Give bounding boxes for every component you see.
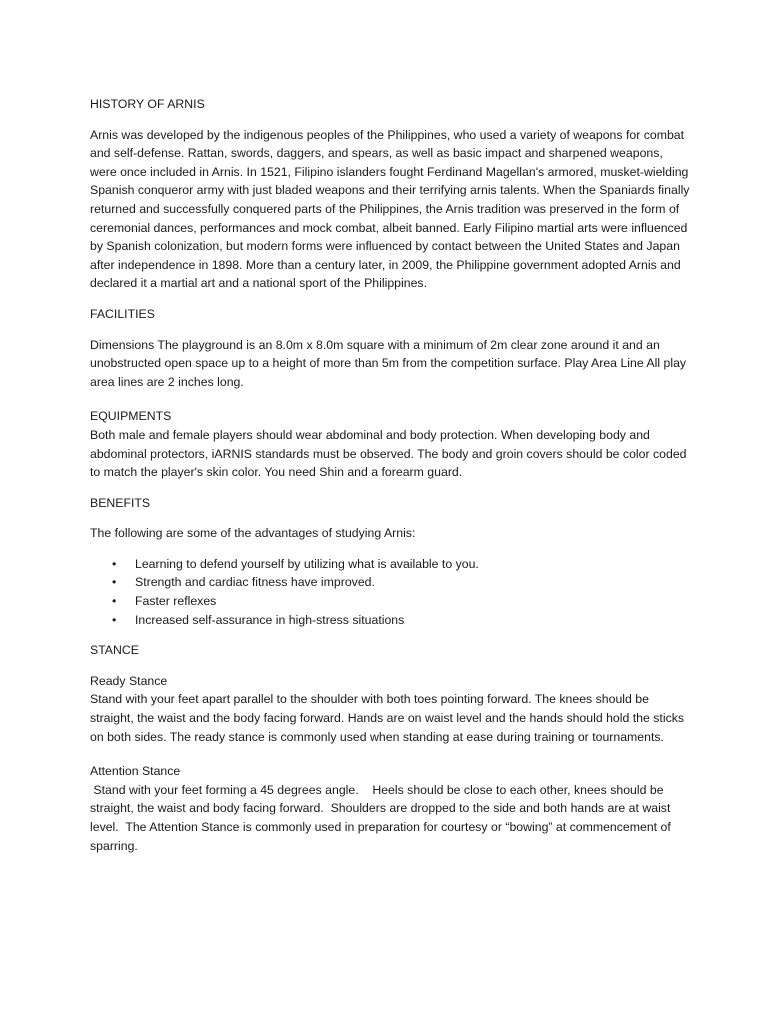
ready-stance-paragraph: Stand with your feet apart parallel to the shoulder with both toes pointing forward. The knees should be straight, the waist and the body facing forward. Hands are on waist level and the hands should hold the sticks on both sides. The ready stance is commonly used when standing at ease during training or tournaments.: [90, 692, 685, 744]
list-item: [90, 555, 690, 574]
ready-stance-title: Ready Stance: [90, 673, 168, 688]
bullet-icon: •: [112, 575, 117, 590]
list-item-text: Increased self-assurance in high-stress situations: [135, 612, 405, 627]
list-item-text: Strength and cardiac fitness have improved.: [135, 575, 375, 590]
benefits-intro: The following are some of the advantages of studying Arnis:: [90, 526, 416, 541]
list-item-text: Learning to defend yourself by utilizing what is available to you.: [135, 556, 479, 571]
list-item-text: Faster reflexes: [135, 594, 217, 609]
history-paragraph: Arnis was developed by the indigenous peoples of the Philippines, who used a variety of weapons for combat and self-defense. Rattan, swords, daggers, and spears, as well as basic impact and sharpened weapons, were once included in Arnis. In 1521, Filipino islanders fought Ferdinand Magellan's armored, musket-wielding Spanish conqueror army with just bladed weapons and their terrifying arnis talents. When the Spaniards finally returned and successfully conquered parts of the Philippines, the Arnis tradition was preserved in the form of ceremonial dances, performances and mock combat, albeit banned. Early Filipino martial arts were influenced by Spanish colonization, but modern forms were influenced by contact between the United States and Japan after independence in 1898. More than a century later, in 2009, the Philippine government adopted Arnis and declared it a martial art and a national sport of the Philippines.: [90, 127, 690, 291]
bullet-icon: •: [112, 556, 117, 571]
facilities-paragraph: Dimensions The playground is an 8.0m x 8.0m square with a minimum of 2m clear zone around it and an unobstructed open space up to a height of more than 5m from the competition surface. Play Area Line All play area lines are 2 inches long.: [90, 337, 687, 389]
equipments-paragraph: Both male and female players should wear abdominal and body protection. When developing body and abdominal protectors, iARNIS standards must be observed. The body and groin covers should be color coded to match the player's skin color. You need Shin and a forearm guard.: [90, 427, 687, 480]
facilities-heading: FACILITIES: [90, 306, 155, 321]
list-item: [90, 611, 690, 630]
list-item: [90, 573, 690, 592]
benefits-list: [90, 555, 690, 629]
list-item: [90, 592, 690, 611]
attention-stance-title: Attention Stance: [90, 764, 181, 779]
equipments-heading: EQUIPMENTS: [90, 409, 172, 424]
attention-stance-paragraph: Stand with your feet forming a 45 degrees angle. Heels should be close to each other, knees should be straight, the waist and body facing forward. Shoulders are dropped to the side and both hands are at waist level. The Attention Stance is commonly used in preparation for courtesy or “bowing” at commencement of sparring.: [90, 782, 675, 853]
bullet-icon: •: [112, 594, 117, 609]
history-heading: HISTORY OF ARNIS: [90, 97, 205, 111]
benefits-heading: BENEFITS: [90, 495, 151, 510]
document-page: [90, 95, 690, 855]
bullet-icon: •: [112, 612, 117, 627]
stance-heading: STANCE: [90, 643, 139, 658]
